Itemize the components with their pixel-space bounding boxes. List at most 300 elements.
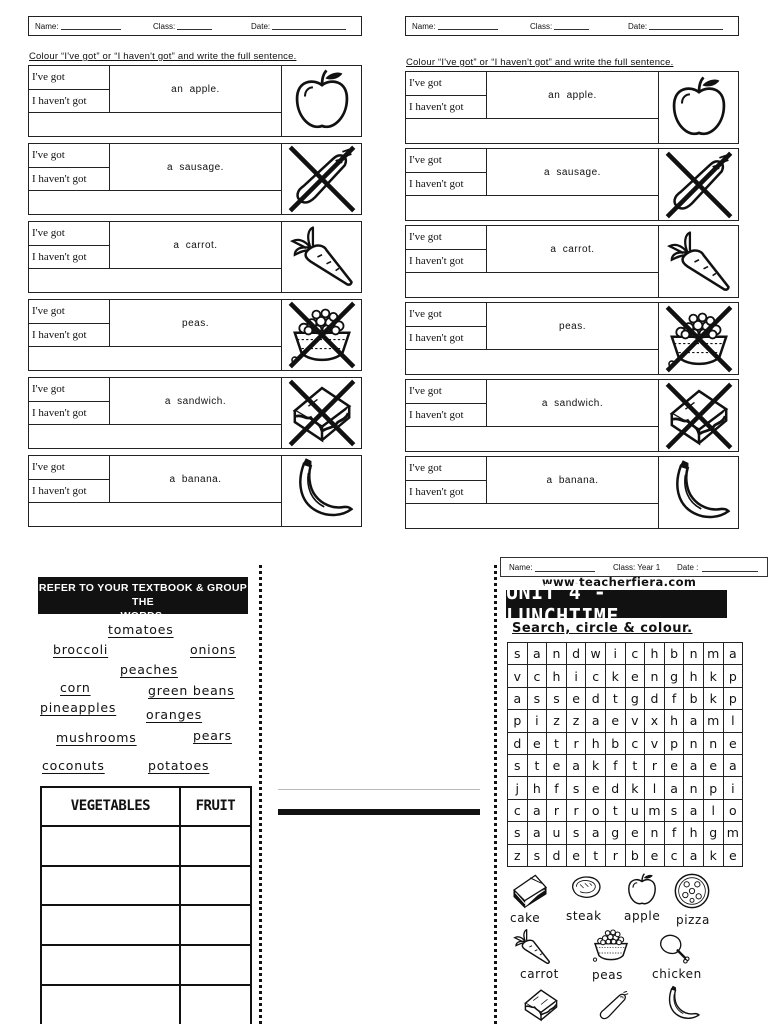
class-line[interactable] — [177, 22, 212, 30]
grid-letter[interactable]: a — [586, 822, 606, 844]
grid-letter[interactable]: a — [527, 822, 547, 844]
grid-letter[interactable]: f — [664, 822, 684, 844]
option-not-got[interactable]: I haven't got — [29, 323, 109, 347]
table-cell[interactable] — [41, 945, 180, 985]
divider-bar — [278, 809, 480, 815]
grid-letter[interactable]: z — [566, 710, 586, 732]
grid-letter[interactable]: a — [586, 710, 606, 732]
grid-letter[interactable]: h — [684, 665, 704, 687]
option-not-got[interactable]: I haven't got — [29, 89, 109, 113]
exercise-row — [28, 65, 362, 137]
grid-letter[interactable]: o — [723, 799, 743, 821]
grid-letter[interactable]: n — [547, 643, 567, 665]
sentence-writing-space[interactable] — [29, 503, 281, 526]
grid-row — [508, 754, 743, 776]
table-cell[interactable] — [180, 945, 251, 985]
grid-letter[interactable]: e — [625, 822, 645, 844]
grid-letter[interactable]: h — [645, 643, 665, 665]
grid-letter[interactable]: k — [703, 665, 723, 687]
option-got[interactable]: I've got — [409, 77, 442, 90]
options — [406, 457, 487, 503]
sentence-writing-space[interactable] — [406, 504, 658, 528]
wordsearch-subtitle: Search, circle & colour. — [512, 621, 693, 636]
grid-letter[interactable]: e — [645, 844, 665, 866]
peas-icon — [586, 925, 636, 965]
food-label: an apple. — [548, 89, 597, 101]
option-not-got[interactable]: I haven't got — [406, 95, 486, 119]
word-green-beans: green beans — [148, 683, 235, 698]
grid-letter[interactable]: e — [723, 844, 743, 866]
row-left — [406, 72, 658, 143]
grid-row — [508, 665, 743, 687]
grid-letter[interactable]: f — [605, 754, 625, 776]
word-corn: corn — [60, 680, 91, 695]
grid-letter[interactable]: s — [508, 822, 528, 844]
grid-letter[interactable]: m — [703, 710, 723, 732]
grid-letter[interactable]: h — [684, 822, 704, 844]
sausage-icon — [285, 145, 359, 213]
exercise-rows — [405, 71, 745, 529]
grid-letter[interactable]: e — [527, 732, 547, 754]
grid-letter[interactable]: z — [508, 844, 528, 866]
grid-letter[interactable]: s — [566, 822, 586, 844]
grid-letter[interactable]: b — [684, 687, 704, 709]
table-cell[interactable] — [180, 905, 251, 945]
row-top — [29, 378, 281, 425]
sentence-writing-space[interactable] — [29, 113, 281, 136]
grid-letter[interactable]: e — [723, 732, 743, 754]
word-oranges: oranges — [146, 707, 203, 722]
option-got[interactable]: I've got — [32, 383, 65, 396]
grid-letter[interactable]: c — [508, 799, 528, 821]
banana-icon — [660, 985, 704, 1024]
picture-item — [520, 985, 562, 1024]
grid-letter[interactable]: x — [645, 710, 665, 732]
food-picture — [658, 380, 738, 451]
exercise-row — [28, 143, 362, 215]
option-not-got[interactable]: I haven't got — [29, 401, 109, 425]
grid-letter[interactable]: i — [527, 710, 547, 732]
grid-letter[interactable]: o — [586, 799, 606, 821]
grid-row — [508, 822, 743, 844]
row-left — [406, 303, 658, 374]
word-pears: pears — [193, 728, 232, 743]
options — [406, 72, 487, 118]
option-got[interactable]: I've got — [409, 154, 442, 167]
grid-letter[interactable]: n — [684, 732, 704, 754]
sandwich-icon — [662, 382, 736, 450]
grid-letter[interactable]: v — [625, 710, 645, 732]
grid-letter[interactable]: c — [625, 732, 645, 754]
picture-item — [562, 870, 610, 906]
name-line[interactable] — [438, 22, 498, 30]
wordsearch-grid — [507, 642, 743, 867]
divider-line — [278, 789, 480, 790]
col-fruit: FRUIT — [180, 787, 251, 826]
exercise-row — [405, 148, 739, 221]
table-cell[interactable] — [41, 826, 180, 866]
grid-letter[interactable]: e — [566, 687, 586, 709]
grid-letter[interactable]: e — [664, 754, 684, 776]
sausage-icon — [590, 989, 636, 1024]
picture-label: cake — [510, 911, 541, 925]
grid-letter[interactable]: n — [645, 665, 665, 687]
grid-letter[interactable]: d — [645, 687, 665, 709]
grid-letter[interactable]: a — [566, 754, 586, 776]
sentence-writing-space[interactable] — [29, 347, 281, 370]
option-got[interactable]: I've got — [409, 462, 442, 475]
grid-row — [508, 799, 743, 821]
grid-letter[interactable]: s — [527, 844, 547, 866]
grid-letter[interactable]: d — [586, 687, 606, 709]
options — [29, 378, 110, 424]
exercise-row — [28, 221, 362, 293]
grid-letter[interactable]: f — [664, 687, 684, 709]
grid-letter[interactable]: t — [605, 687, 625, 709]
food-label: peas. — [182, 317, 209, 329]
sandwich-icon — [520, 985, 562, 1024]
row-top — [406, 457, 658, 504]
date-label: Date : — [677, 562, 699, 572]
apple-icon — [624, 870, 660, 910]
sentence-writing-space[interactable] — [406, 427, 658, 451]
picture-item — [624, 870, 660, 910]
name-label: Name: — [412, 21, 436, 31]
exercise-row — [405, 225, 739, 298]
option-got[interactable]: I've got — [32, 149, 65, 162]
grid-letter[interactable]: a — [684, 710, 704, 732]
row-left — [29, 222, 281, 292]
grid-letter[interactable]: n — [684, 777, 704, 799]
grid-letter[interactable]: s — [566, 777, 586, 799]
row-top — [406, 303, 658, 350]
food-label: a sausage. — [544, 166, 601, 178]
exercise-row — [405, 456, 739, 529]
exercise-row — [28, 377, 362, 449]
grid-row — [508, 777, 743, 799]
grid-letter[interactable]: p — [703, 777, 723, 799]
grid-letter[interactable]: e — [566, 844, 586, 866]
sentence-writing-space[interactable] — [406, 273, 658, 297]
food-picture — [281, 300, 361, 370]
picture-item — [654, 930, 694, 966]
col-vegetables: VEGETABLES — [41, 787, 180, 826]
grid-letter[interactable]: a — [684, 844, 704, 866]
grid-letter[interactable]: t — [547, 732, 567, 754]
instruction-text: Colour “I've got” or “I haven't got” and write the full sentence. — [29, 51, 297, 62]
options — [406, 149, 487, 195]
chicken-icon — [654, 930, 694, 966]
grid-letter[interactable]: b — [605, 732, 625, 754]
grid-letter[interactable]: s — [508, 754, 528, 776]
option-not-got[interactable]: I haven't got — [406, 326, 486, 350]
name-label: Name: — [509, 562, 533, 572]
class-line[interactable] — [554, 22, 589, 30]
vegetables-fruit-table — [40, 786, 252, 1024]
grid-letter[interactable]: d — [605, 777, 625, 799]
row-top — [29, 66, 281, 113]
sentence-writing-space[interactable] — [29, 191, 281, 214]
grid-letter[interactable]: d — [508, 732, 528, 754]
grid-letter[interactable]: e — [605, 710, 625, 732]
row-top — [406, 226, 658, 273]
row-left — [29, 300, 281, 370]
grid-letter[interactable]: p — [508, 710, 528, 732]
grid-letter[interactable]: h — [527, 777, 547, 799]
table-cell[interactable] — [41, 985, 180, 1024]
picture-item — [508, 870, 552, 910]
row-top — [406, 380, 658, 427]
word-peaches: peaches — [120, 662, 178, 677]
grid-letter[interactable]: t — [586, 844, 606, 866]
food-label: a carrot. — [550, 243, 595, 255]
option-got[interactable]: I've got — [409, 308, 442, 321]
grid-letter[interactable]: l — [645, 777, 665, 799]
options — [406, 226, 487, 272]
grid-letter[interactable]: s — [527, 687, 547, 709]
word-pineapples: pineapples — [40, 700, 117, 715]
cross-icon — [290, 147, 353, 210]
wordsearch-header — [500, 557, 768, 577]
sentence-writing-space[interactable] — [406, 119, 658, 143]
grid-letter[interactable]: p — [723, 665, 743, 687]
grid-letter[interactable]: k — [703, 844, 723, 866]
grid-letter[interactable]: f — [547, 777, 567, 799]
grid-letter[interactable]: w — [586, 643, 606, 665]
grid-letter[interactable]: r — [645, 754, 665, 776]
table-cell[interactable] — [41, 866, 180, 906]
peas-icon — [662, 305, 736, 373]
grid-letter[interactable]: a — [723, 754, 743, 776]
exercise-row — [405, 302, 739, 375]
banana-icon — [285, 457, 359, 525]
exercise-row — [405, 71, 739, 144]
word-onions: onions — [190, 642, 236, 657]
grid-letter[interactable]: u — [547, 822, 567, 844]
grid-letter[interactable]: s — [547, 687, 567, 709]
grid-letter[interactable]: g — [605, 822, 625, 844]
grid-letter[interactable]: n — [684, 643, 704, 665]
picture-item — [512, 927, 552, 967]
table-cell[interactable] — [180, 866, 251, 906]
dotted-separator — [259, 565, 262, 1024]
grid-letter[interactable]: a — [684, 754, 704, 776]
grid-letter[interactable]: s — [508, 643, 528, 665]
grid-letter[interactable]: z — [547, 710, 567, 732]
picture-item — [660, 985, 704, 1024]
worksheet-header — [28, 16, 362, 36]
grid-letter[interactable]: g — [625, 687, 645, 709]
options — [29, 144, 110, 190]
cross-icon — [667, 153, 730, 216]
grid-letter[interactable]: a — [508, 687, 528, 709]
grid-letter[interactable]: l — [723, 710, 743, 732]
row-left — [29, 456, 281, 526]
picture-label: peas — [592, 968, 624, 982]
grid-letter[interactable]: l — [703, 799, 723, 821]
grid-letter[interactable]: m — [645, 799, 665, 821]
grid-letter[interactable]: d — [547, 844, 567, 866]
food-picture — [281, 222, 361, 292]
wordsearch-sheet — [500, 557, 768, 1024]
food-label: a banana. — [169, 473, 222, 485]
worksheet-left — [28, 16, 368, 527]
grid-letter[interactable]: n — [645, 822, 665, 844]
picture-label: pizza — [676, 913, 710, 927]
grid-letter[interactable]: r — [566, 732, 586, 754]
option-not-got[interactable]: I haven't got — [406, 249, 486, 273]
food-label: peas. — [559, 320, 586, 332]
picture-label: carrot — [520, 967, 559, 981]
option-not-got[interactable]: I haven't got — [406, 403, 486, 427]
grid-letter[interactable]: p — [723, 687, 743, 709]
option-got[interactable]: I've got — [409, 231, 442, 244]
exercise-row — [28, 455, 362, 527]
option-not-got[interactable]: I haven't got — [29, 245, 109, 269]
options — [406, 303, 487, 349]
carrot-icon — [512, 927, 552, 967]
grid-letter[interactable]: c — [664, 844, 684, 866]
food-picture — [658, 72, 738, 143]
grid-letter[interactable]: r — [566, 799, 586, 821]
steak-icon — [562, 870, 610, 906]
grid-letter[interactable]: a — [664, 777, 684, 799]
grid-letter[interactable]: s — [664, 799, 684, 821]
grid-letter[interactable]: e — [586, 777, 606, 799]
picture-label: steak — [566, 909, 602, 923]
class-label: Class: — [530, 21, 553, 31]
grid-letter[interactable]: m — [703, 643, 723, 665]
grid-letter[interactable]: m — [723, 822, 743, 844]
date-label: Date: — [251, 21, 271, 31]
row-top — [406, 72, 658, 119]
grid-letter[interactable]: p — [664, 732, 684, 754]
row-top — [29, 456, 281, 503]
grid-letter[interactable]: u — [625, 799, 645, 821]
exercise-row — [405, 379, 739, 452]
sentence-writing-space[interactable] — [29, 425, 281, 448]
table-cell[interactable] — [180, 826, 251, 866]
pizza-icon — [672, 871, 712, 911]
option-got[interactable]: I've got — [32, 227, 65, 240]
grid-letter[interactable]: b — [664, 643, 684, 665]
grid-row — [508, 687, 743, 709]
table-cell[interactable] — [180, 985, 251, 1024]
food-label: a carrot. — [173, 239, 218, 251]
grid-letter[interactable]: a — [527, 799, 547, 821]
option-not-got[interactable]: I haven't got — [406, 172, 486, 196]
grid-letter[interactable]: t — [625, 754, 645, 776]
grid-letter[interactable]: i — [723, 777, 743, 799]
grid-letter[interactable]: d — [566, 643, 586, 665]
banana-icon — [662, 459, 736, 527]
picture-item — [586, 925, 636, 965]
carrot-icon — [285, 223, 359, 291]
grid-letter[interactable]: h — [586, 732, 606, 754]
sentence-writing-space[interactable] — [406, 350, 658, 374]
worksheet-right — [405, 16, 745, 529]
grid-letter[interactable]: i — [605, 643, 625, 665]
row-top — [29, 300, 281, 347]
grid-letter[interactable]: h — [664, 710, 684, 732]
grid-letter[interactable]: j — [508, 777, 528, 799]
picture-item — [672, 871, 712, 911]
option-not-got[interactable]: I haven't got — [29, 167, 109, 191]
grid-letter[interactable]: n — [703, 732, 723, 754]
peas-icon — [285, 301, 359, 369]
grid-letter[interactable]: g — [703, 822, 723, 844]
grid-letter[interactable]: e — [547, 754, 567, 776]
options — [29, 66, 110, 112]
grid-letter[interactable]: b — [625, 844, 645, 866]
grid-letter[interactable]: k — [605, 665, 625, 687]
option-got[interactable]: I've got — [409, 385, 442, 398]
grid-row — [508, 643, 743, 665]
name-line[interactable] — [535, 563, 595, 572]
option-got[interactable]: I've got — [32, 71, 65, 84]
food-picture — [658, 303, 738, 374]
sentence-writing-space[interactable] — [29, 269, 281, 292]
grid-letter[interactable]: c — [625, 643, 645, 665]
food-picture — [281, 66, 361, 136]
picture-item — [590, 989, 636, 1024]
grid-letter[interactable]: h — [547, 665, 567, 687]
option-got[interactable]: I've got — [32, 461, 65, 474]
group-title: REFER TO YOUR TEXTBOOK & GROUP THE WORDS. — [38, 577, 248, 614]
grid-letter[interactable]: a — [527, 643, 547, 665]
grid-letter[interactable]: v — [508, 665, 528, 687]
grid-letter[interactable]: g — [664, 665, 684, 687]
grid-letter[interactable]: t — [605, 799, 625, 821]
row-left — [406, 226, 658, 297]
grid-letter[interactable]: t — [527, 754, 547, 776]
exercise-rows — [28, 65, 368, 527]
grid-letter[interactable]: e — [625, 665, 645, 687]
grid-letter[interactable]: r — [605, 844, 625, 866]
word-tomatoes: tomatoes — [108, 622, 174, 637]
exercise-row — [28, 299, 362, 371]
name-line[interactable] — [61, 22, 121, 30]
grid-letter[interactable]: a — [723, 643, 743, 665]
food-label: a sausage. — [167, 161, 224, 173]
grid-letter[interactable]: c — [527, 665, 547, 687]
word-mushrooms: mushrooms — [56, 730, 137, 745]
date-line[interactable] — [272, 22, 346, 30]
option-not-got[interactable]: I haven't got — [406, 480, 486, 504]
option-not-got[interactable]: I haven't got — [29, 479, 109, 503]
date-line[interactable] — [649, 22, 723, 30]
row-left — [406, 457, 658, 528]
grid-letter[interactable]: i — [566, 665, 586, 687]
grid-letter[interactable]: k — [586, 754, 606, 776]
options — [29, 456, 110, 502]
row-left — [29, 378, 281, 448]
grid-letter[interactable]: c — [586, 665, 606, 687]
table-cell[interactable] — [41, 905, 180, 945]
grid-letter[interactable]: e — [703, 754, 723, 776]
row-top — [406, 149, 658, 196]
sentence-writing-space[interactable] — [406, 196, 658, 220]
grid-letter[interactable]: k — [703, 687, 723, 709]
date-line[interactable] — [702, 563, 758, 572]
grid-letter[interactable]: a — [684, 799, 704, 821]
grid-letter[interactable]: v — [645, 732, 665, 754]
option-got[interactable]: I've got — [32, 305, 65, 318]
grid-letter[interactable]: r — [547, 799, 567, 821]
sausage-icon — [662, 151, 736, 219]
row-left — [406, 149, 658, 220]
grid-letter[interactable]: k — [625, 777, 645, 799]
